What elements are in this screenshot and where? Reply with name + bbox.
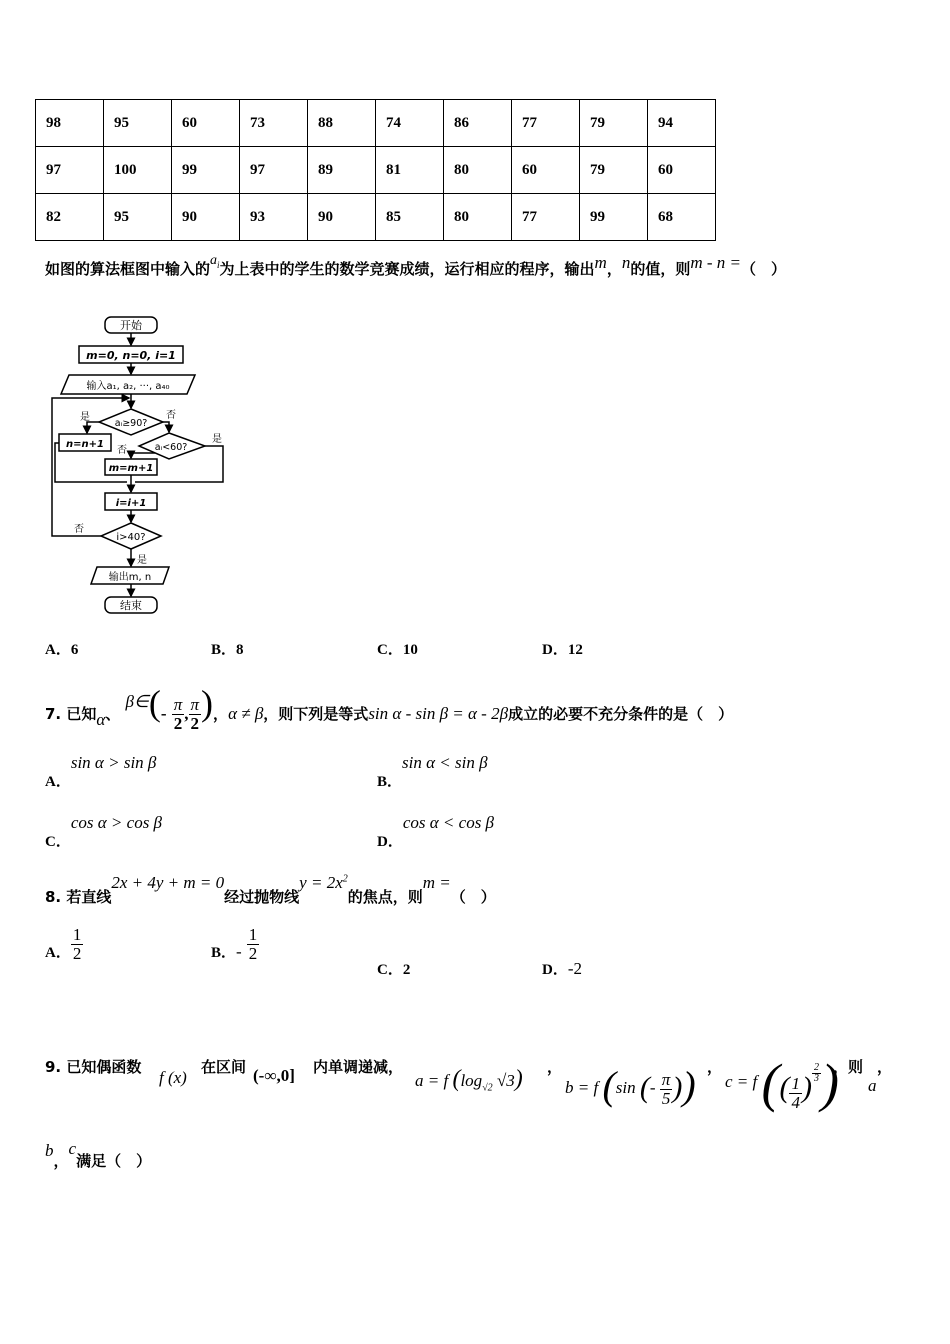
q7-stem: 7. 已知α、 β∈(- $\frac{\pi}{2}$ , $\frac{\pi}{2}$ )，α ≠ β，则下列是等式sin α - sin β = α - 2β成立的必要不充分条件的是（ ） [45, 683, 734, 733]
score-cell: 94 [648, 100, 716, 147]
algorithm-flowchart [45, 312, 235, 622]
pi-over-2: $\frac{\pi}{2}$ [190, 695, 200, 733]
i-inc-label: i=i+1 [115, 498, 147, 509]
no-label-3: 否 [74, 524, 84, 535]
expr-a: a = f ($\log_{√2}$ √3) [415, 1066, 523, 1094]
score-cell: 89 [308, 147, 376, 194]
score-cell: 82 [36, 194, 104, 241]
score-cell: 77 [512, 100, 580, 147]
score-cell: 100 [104, 147, 172, 194]
expr-b: b = f (sin (- $\frac{\pi}{5}$ )) [565, 1063, 696, 1108]
scores-table [35, 99, 716, 241]
score-cell: 79 [580, 147, 648, 194]
q6-option-a[interactable]: A．6 [45, 642, 79, 658]
table-row [36, 100, 716, 147]
end-label: 结束 [120, 599, 142, 612]
score-cell: 79 [580, 100, 648, 147]
input-label: 输入a₁, a₂, ···, a₄₀ [86, 381, 170, 392]
q8-option-a[interactable]: A． $\frac{1}{2}$ [45, 925, 82, 963]
cond1-label: aᵢ≥90? [114, 418, 148, 429]
n-inc-label: n=n+1 [66, 439, 104, 450]
score-cell: 97 [36, 147, 104, 194]
score-cell: 90 [172, 194, 240, 241]
q8-option-b[interactable]: B．- $\frac{1}{2}$ [211, 925, 258, 963]
m-inc-label: m=m+1 [108, 463, 154, 474]
score-cell: 86 [444, 100, 512, 147]
score-cell: 88 [308, 100, 376, 147]
score-cell: 98 [36, 100, 104, 147]
score-cell: 93 [240, 194, 308, 241]
score-cell: 95 [104, 100, 172, 147]
q6-option-b[interactable]: B．8 [211, 642, 244, 658]
score-cell: 60 [512, 147, 580, 194]
q7-option-c[interactable]: C．cos α > cos β [45, 813, 163, 850]
score-cell: 85 [376, 194, 444, 241]
score-cell: 74 [376, 100, 444, 147]
q6-option-d[interactable]: D．12 [542, 642, 583, 658]
score-cell: 73 [240, 100, 308, 147]
score-cell: 68 [648, 194, 716, 241]
score-cell: 60 [172, 100, 240, 147]
score-cell: 77 [512, 194, 580, 241]
init-label: m=0, n=0, i=1 [86, 349, 176, 362]
table-row [36, 194, 716, 241]
score-cell: 90 [308, 194, 376, 241]
yes-label-3: 是 [137, 555, 147, 566]
yes-label-2: 是 [212, 434, 222, 445]
q7-option-d[interactable]: D．cos α < cos β [377, 813, 495, 850]
expr-c: c = f (( $\frac{1}{4}$ ) $\frac{2}{3}$ ) [725, 1053, 839, 1113]
score-cell: 99 [580, 194, 648, 241]
neg-pi-over-2: $\frac{\pi}{2}$ [173, 695, 183, 733]
score-cell: 80 [444, 147, 512, 194]
q6-option-c[interactable]: C．10 [377, 642, 418, 658]
no-label-1: 否 [166, 410, 176, 421]
score-cell: 95 [104, 194, 172, 241]
q8-option-d[interactable]: D．-2 [542, 959, 583, 978]
cond3-label: i>40? [116, 532, 146, 543]
q7-option-b[interactable]: B．sin α < sin β [377, 753, 488, 790]
score-cell: 99 [172, 147, 240, 194]
table-row [36, 147, 716, 194]
no-label-2: 否 [117, 445, 127, 456]
q7-option-a[interactable]: A．sin α > sin β [45, 753, 157, 790]
start-label: 开始 [120, 319, 142, 332]
cond2-label: aᵢ<60? [154, 442, 188, 453]
q6-stem: 如图的算法框图中输入的$a_i$为上表中的学生的数学竞赛成绩，运行相应的程序，输出m，n的值，则m - n =（ ） [45, 253, 787, 278]
q9-stem-line2: b，c满足（ ） [45, 1139, 152, 1170]
q9-stem: 9. 已知偶函数 f (x) 在区间 (-∞,0] 内单调递减， a = f ($\log_{√2}$ √3) ， b = f (sin (- $\frac{\pi}{5}$ )) ， c = f (( $\frac{1}{4}$ ) $\frac{2}{3}$ ) ，则 a ， [45, 1020, 925, 1100]
q8-option-c[interactable]: C．2 [377, 962, 411, 978]
score-cell: 81 [376, 147, 444, 194]
q8-stem: 8. 若直线2x + 4y + m = 0经过抛物线$y = 2x^2$的焦点，则m =（ ） [45, 873, 496, 906]
score-cell: 60 [648, 147, 716, 194]
output-label: 输出m, n [108, 572, 152, 583]
yes-label-1: 是 [80, 412, 90, 423]
score-cell: 97 [240, 147, 308, 194]
score-cell: 80 [444, 194, 512, 241]
var-a-i: $a_i$ [210, 253, 220, 270]
